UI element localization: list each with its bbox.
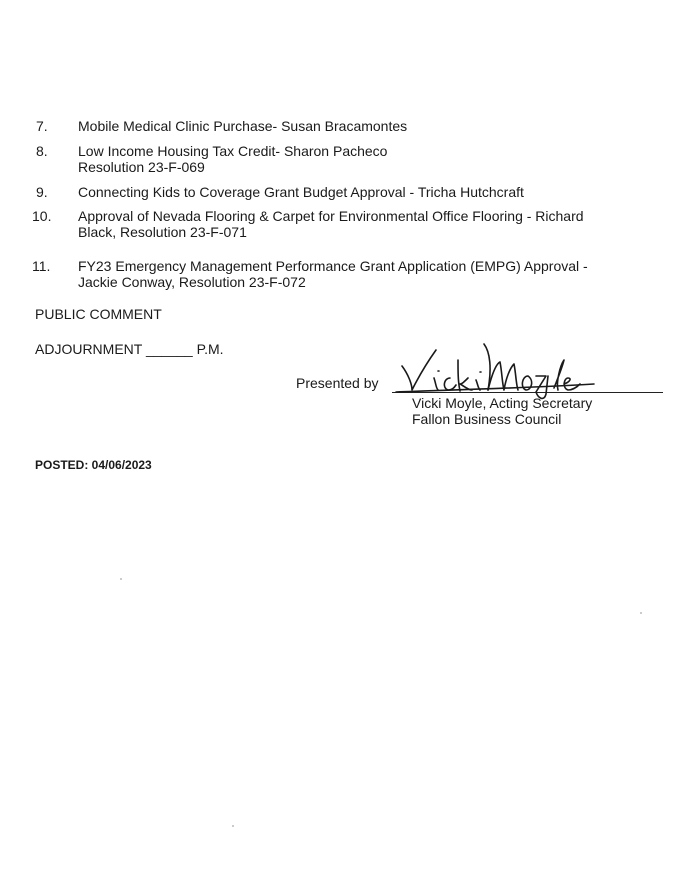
agenda-item-line: FY23 Emergency Management Performance Grant Application (EMPG) Approval - — [78, 258, 588, 274]
posted-date: POSTED: 04/06/2023 — [35, 458, 152, 472]
agenda-item-line: Resolution 23-F-069 — [78, 159, 205, 175]
scan-speck — [120, 578, 122, 580]
agenda-item-line: Low Income Housing Tax Credit- Sharon Pacheco — [78, 143, 388, 159]
scan-speck — [640, 612, 642, 614]
agenda-item-line: Approval of Nevada Flooring & Carpet for Environmental Office Flooring - Richard — [78, 208, 584, 224]
agenda-item-text — [78, 208, 584, 240]
agenda-item-line: Connecting Kids to Coverage Grant Budget Approval - Tricha Hutchcraft — [78, 184, 524, 200]
agenda-item-10 — [32, 208, 662, 242]
agenda-item-number: 11. — [32, 258, 51, 274]
presented-by-label: Presented by — [296, 375, 379, 391]
agenda-item-text — [78, 258, 588, 290]
signer-name-title: Vicki Moyle, Acting Secretary — [412, 395, 593, 411]
agenda-item-number: 7. — [36, 118, 48, 134]
agenda-item-9 — [36, 184, 656, 202]
agenda-item-text — [78, 184, 524, 200]
agenda-item-line: Mobile Medical Clinic Purchase- Susan Bracamontes — [78, 118, 408, 134]
agenda-item-number: 8. — [36, 143, 48, 159]
agenda-item-text — [78, 118, 407, 134]
agenda-item-line: Jackie Conway, Resolution 23-F-072 — [78, 274, 306, 290]
scan-speck — [232, 825, 234, 827]
agenda-item-8 — [36, 143, 656, 177]
signer-organization: Fallon Business Council — [412, 411, 562, 427]
agenda-item-line: Black, Resolution 23-F-071 — [78, 224, 247, 240]
agenda-item-number: 9. — [36, 184, 48, 200]
adjournment-line: ADJOURNMENT ______ P.M. — [35, 341, 224, 357]
agenda-item-text — [78, 143, 387, 175]
public-comment-heading: PUBLIC COMMENT — [35, 306, 162, 322]
agenda-item-7 — [36, 118, 656, 136]
agenda-item-number: 10. — [32, 208, 52, 224]
agenda-item-11 — [32, 258, 662, 292]
